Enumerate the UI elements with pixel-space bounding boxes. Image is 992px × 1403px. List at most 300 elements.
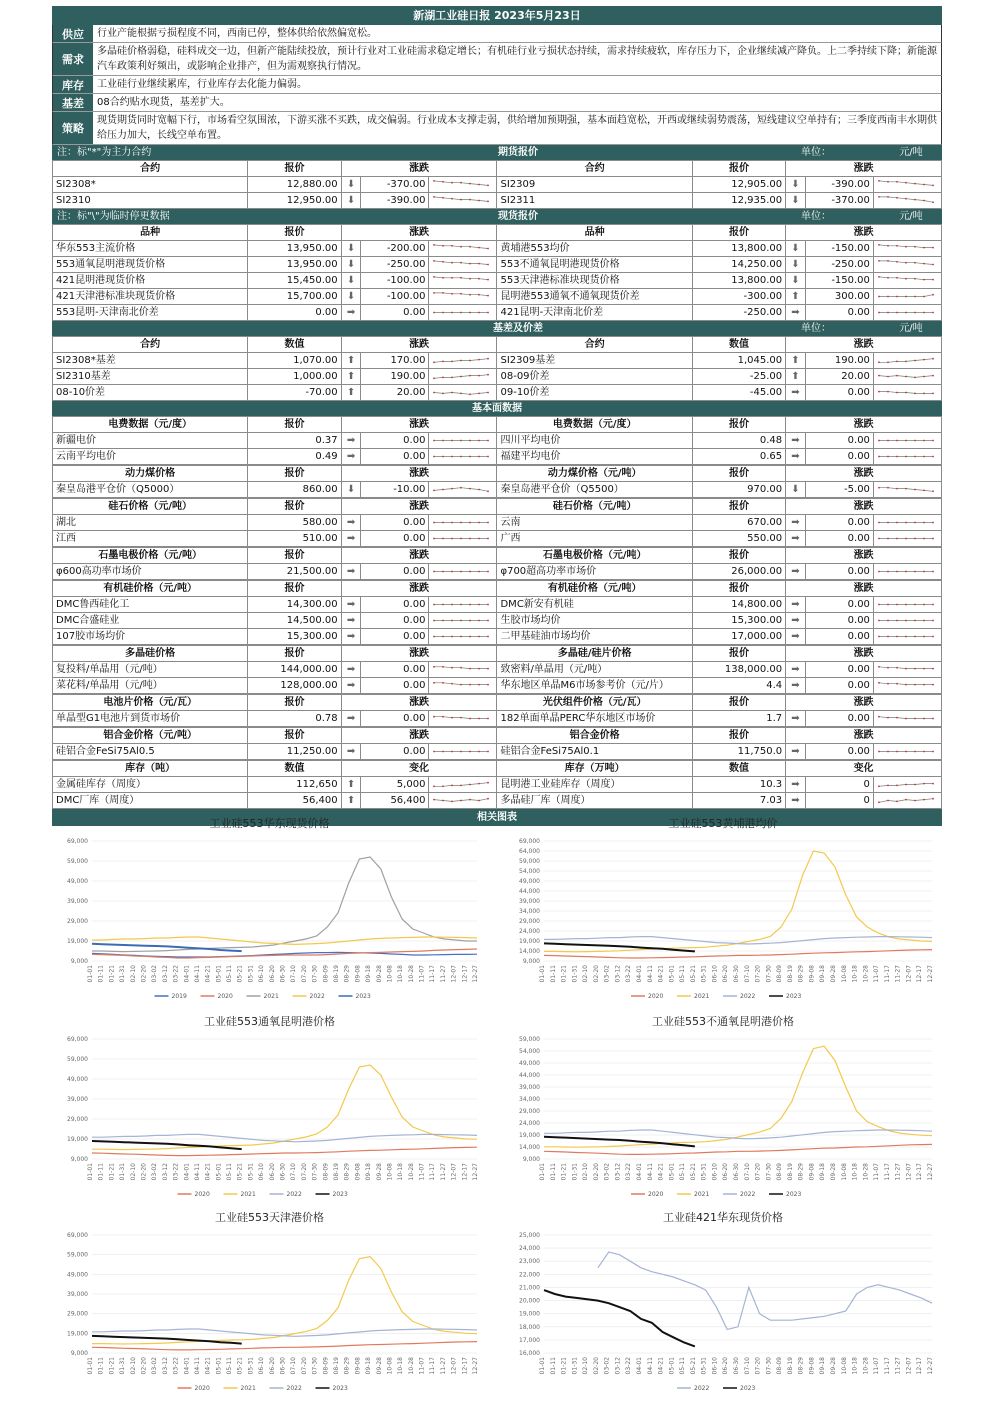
- x-tick-label: 08-19: [332, 1357, 340, 1375]
- item-price: 15,300.00: [692, 613, 785, 629]
- sparkline-chart: [877, 451, 935, 462]
- x-tick-label: 10-28: [407, 1163, 415, 1181]
- x-tick-label: 01-01: [87, 1163, 94, 1181]
- y-tick-label: 69,000: [67, 1232, 88, 1239]
- sparkline-point: [905, 604, 907, 606]
- table-header: [53, 499, 942, 515]
- y-tick-label: 29,000: [67, 918, 88, 925]
- legend-label: 2021: [694, 1191, 710, 1198]
- trend-cell: [429, 613, 497, 629]
- item-name: SI2309: [497, 177, 692, 193]
- x-tick-label: 05-21: [689, 965, 697, 983]
- table-header: [53, 337, 942, 353]
- right-arrow-icon: ➡: [786, 531, 806, 547]
- sparkline-point: [905, 684, 907, 686]
- legend-label: 2020: [648, 1191, 664, 1198]
- sparkline-point: [488, 358, 490, 360]
- sparkline-point: [914, 684, 916, 686]
- sparkline-point: [452, 683, 454, 685]
- item-change: 170.00: [361, 353, 429, 369]
- x-tick-label: 10-18: [851, 965, 859, 983]
- x-tick-label: 09-08: [354, 965, 362, 983]
- sparkline-point: [488, 456, 490, 458]
- sparkline-point: [887, 800, 889, 802]
- sparkline-point: [488, 295, 490, 297]
- sparkline-point: [923, 718, 925, 720]
- sparkline-chart: [877, 355, 935, 366]
- x-tick-label: 07-10: [743, 1357, 751, 1375]
- x-tick-label: 06-30: [279, 1357, 287, 1375]
- x-tick-label: 12-27: [472, 1357, 479, 1375]
- sparkline-point: [470, 784, 472, 786]
- sparkline-point: [878, 375, 880, 377]
- y-tick-label: 16,000: [519, 1350, 540, 1357]
- up-arrow-icon: ⬆: [786, 353, 806, 369]
- sparkline-point: [443, 620, 445, 622]
- item-name: φ700超高功率市场价: [497, 564, 692, 580]
- sparkline-point: [905, 538, 907, 540]
- x-tick-label: 10-08: [840, 1357, 848, 1375]
- table-row: [53, 273, 942, 289]
- x-tick-label: 02-20: [592, 965, 600, 983]
- sparkline-point: [887, 604, 889, 606]
- x-tick-label: 07-30: [765, 965, 773, 983]
- trend-cell: [873, 744, 941, 760]
- sparkline-point: [434, 377, 436, 379]
- item-change: -370.00: [805, 193, 873, 209]
- item-price: 7.03: [692, 793, 785, 809]
- x-tick-label: 09-28: [375, 1357, 383, 1375]
- sparkline-point: [905, 392, 907, 394]
- y-tick-label: 49,000: [519, 878, 540, 885]
- sparkline-chart: [432, 387, 490, 398]
- x-tick-label: 04-11: [646, 1163, 654, 1181]
- x-tick-label: 03-12: [161, 1163, 169, 1181]
- x-tick-label: 12-17: [461, 965, 469, 983]
- x-tick-label: 08-19: [332, 1163, 340, 1181]
- sparkline-point: [443, 393, 445, 395]
- sparkline-point: [923, 799, 925, 801]
- sparkline-point: [479, 636, 481, 638]
- sparkline-point: [452, 456, 454, 458]
- sparkline-point: [896, 717, 898, 719]
- item-change: 20.00: [805, 369, 873, 385]
- header-cell: 有机硅价格（元/吨）: [53, 581, 248, 597]
- sparkline-point: [923, 456, 925, 458]
- sparkline-point: [443, 292, 445, 294]
- sparkline-point: [479, 312, 481, 314]
- trend-cell: [429, 257, 497, 273]
- sparkline-chart: [432, 631, 490, 642]
- item-name: 421昆明港现货价格: [53, 273, 248, 289]
- sparkline-point: [923, 538, 925, 540]
- sparkline-point: [479, 783, 481, 785]
- trend-cell: [873, 449, 941, 465]
- sparkline-point: [488, 490, 490, 492]
- sparkline-point: [896, 375, 898, 377]
- sparkline-point: [434, 260, 436, 262]
- section-title: 基本面数据: [472, 403, 522, 414]
- x-tick-label: 09-28: [830, 1357, 837, 1375]
- sparkline-point: [479, 359, 481, 361]
- header-cell: 报价: [248, 466, 341, 482]
- sparkline-point: [932, 358, 934, 360]
- table-header: [53, 225, 942, 241]
- item-change: 0.00: [361, 305, 429, 321]
- sparkline-point: [878, 180, 880, 182]
- sparkline-point: [479, 684, 481, 686]
- table-header: [53, 548, 942, 564]
- up-arrow-icon: ⬆: [341, 353, 361, 369]
- x-tick-label: 09-28: [375, 965, 383, 983]
- sparkline-point: [470, 488, 472, 490]
- sparkline-point: [488, 604, 490, 606]
- sparkline-chart: [877, 664, 935, 675]
- item-price: 128,000.00: [248, 678, 341, 694]
- x-tick-label: 08-09: [776, 965, 784, 983]
- header-cell: 动力煤价格（元/吨）: [497, 466, 692, 482]
- sparkline-chart: [432, 435, 490, 446]
- x-tick-label: 04-21: [204, 965, 212, 983]
- right-arrow-icon: ➡: [341, 613, 361, 629]
- x-tick-label: 09-08: [808, 965, 816, 983]
- sparkline-point: [896, 636, 898, 638]
- table-header: [53, 581, 942, 597]
- item-price: 112,650: [248, 777, 341, 793]
- item-name: DMC厂库（周度）: [53, 793, 248, 809]
- sparkline-point: [452, 277, 454, 279]
- trend-cell: [429, 531, 497, 547]
- up-arrow-icon: ⬆: [341, 385, 361, 401]
- sparkline-point: [887, 312, 889, 314]
- sparkline-point: [905, 620, 907, 622]
- item-price: 14,500.00: [248, 613, 341, 629]
- x-tick-label: 09-18: [819, 1357, 827, 1375]
- series-line-2022: [598, 1252, 932, 1329]
- x-tick-label: 03-02: [151, 965, 159, 983]
- x-tick-label: 09-28: [830, 965, 837, 983]
- charts-area: [52, 805, 942, 1395]
- header-cell: 合约: [497, 337, 692, 353]
- sparkline-point: [479, 718, 481, 720]
- sparkline-point: [434, 244, 436, 246]
- table-row: [53, 711, 942, 727]
- sparkline-point: [932, 636, 934, 638]
- summary-text: 现货期货同时宽幅下行，市场看空氛围浓，下游买涨不买跌，成交偏弱。行业成本支撑走弱，供给增加预期强，基本面趋宽松，开西或继续弱势震荡，短线建议空单持有；三季度西南丰水期供给压力加大，长线空单布置。: [97, 115, 937, 141]
- sparkline-point: [896, 261, 898, 263]
- sparkline-point: [434, 571, 436, 573]
- table-header: [53, 728, 942, 744]
- item-price: 14,800.00: [692, 597, 785, 613]
- x-tick-label: 04-01: [636, 965, 643, 983]
- legend-label: 2020: [648, 993, 664, 1000]
- sparkline-point: [434, 276, 436, 278]
- sparkline-point: [443, 571, 445, 573]
- sparkline-point: [488, 636, 490, 638]
- header-cell: 涨跌: [341, 548, 497, 564]
- sparkline-point: [932, 798, 934, 800]
- sparkline-point: [896, 571, 898, 573]
- x-tick-label: 01-31: [119, 1357, 127, 1375]
- data-table: [52, 727, 942, 760]
- item-price: 0.78: [248, 711, 341, 727]
- sparkline-point: [479, 184, 481, 186]
- header-cell: 品种: [497, 225, 692, 241]
- sparkline-point: [932, 247, 934, 249]
- item-change: 0.00: [805, 564, 873, 580]
- sparkline-point: [896, 296, 898, 298]
- item-price: 12,935.00: [692, 193, 785, 209]
- right-arrow-icon: ➡: [786, 678, 806, 694]
- sparkline-point: [887, 571, 889, 573]
- sparkline-chart: [877, 599, 935, 610]
- item-change: 0.00: [361, 744, 429, 760]
- sparkline-chart: [432, 533, 490, 544]
- item-change: 0.00: [805, 629, 873, 645]
- item-price: 138,000.00: [692, 662, 785, 678]
- trend-cell: [873, 564, 941, 580]
- sparkline-point: [914, 360, 916, 362]
- header-cell: 涨跌: [786, 499, 942, 515]
- sparkline-point: [434, 180, 436, 182]
- unit-value: 元/吨: [899, 211, 923, 222]
- header-cell: 合约: [53, 161, 248, 177]
- header-cell: 报价: [692, 499, 785, 515]
- header-cell: 涨跌: [786, 466, 942, 482]
- x-tick-label: 08-09: [322, 965, 330, 983]
- sparkline-point: [923, 668, 925, 670]
- unit-value: 元/吨: [899, 323, 923, 334]
- summary-row: [52, 25, 942, 43]
- table-row: [53, 482, 942, 498]
- item-name: 致密料/单晶用（元/吨）: [497, 662, 692, 678]
- unit-label: 单位：: [801, 323, 831, 334]
- item-name: 08-10价差: [53, 385, 248, 401]
- y-tick-label: 49,000: [67, 1076, 88, 1083]
- y-tick-label: 23,000: [519, 1258, 540, 1266]
- sparkline-point: [488, 751, 490, 753]
- header-cell: 报价: [248, 728, 341, 744]
- x-tick-label: 06-10: [258, 1163, 266, 1181]
- sparkline-point: [914, 440, 916, 442]
- x-tick-label: 05-01: [215, 1163, 223, 1181]
- x-tick-label: 10-18: [397, 1163, 405, 1181]
- sparkline-chart: [432, 195, 490, 206]
- sparkline-point: [470, 718, 472, 720]
- x-tick-label: 03-02: [151, 1357, 159, 1375]
- x-tick-label: 01-21: [108, 1163, 116, 1181]
- header-cell: 硅石价格（元/吨）: [53, 499, 248, 515]
- item-name: 秦皇岛港平仓价（Q5500）: [497, 482, 692, 498]
- sparkline-point: [443, 197, 445, 199]
- item-name: 553通氧昆明港现货价格: [53, 257, 248, 273]
- x-tick-label: 05-31: [700, 1163, 708, 1181]
- sparkline-point: [434, 312, 436, 314]
- item-name: 湖北: [53, 515, 248, 531]
- item-price: 0.37: [248, 433, 341, 449]
- sparkline-point: [932, 264, 934, 266]
- sparkline-point: [479, 375, 481, 377]
- sparkline-point: [896, 683, 898, 685]
- y-tick-label: 64,000: [519, 848, 540, 855]
- header-cell: 涨跌: [786, 161, 942, 177]
- data-table: [52, 547, 942, 580]
- item-name: 秦皇岛港平仓价（Q5000）: [53, 482, 248, 498]
- sparkline-point: [434, 636, 436, 638]
- sparkline-point: [878, 276, 880, 278]
- sparkline-point: [932, 668, 934, 670]
- item-price: -250.00: [692, 305, 785, 321]
- sparkline-point: [488, 718, 490, 720]
- x-tick-label: 06-20: [722, 1163, 730, 1181]
- sparkline-point: [479, 668, 481, 670]
- x-tick-label: 12-27: [472, 965, 479, 983]
- sparkline-point: [488, 312, 490, 314]
- x-tick-label: 02-10: [582, 965, 590, 983]
- x-tick-label: 10-08: [840, 1163, 848, 1181]
- header-cell: 涨跌: [786, 417, 942, 433]
- x-tick-label: 07-10: [743, 1163, 751, 1181]
- item-price: 15,300.00: [248, 629, 341, 645]
- x-tick-label: 05-31: [247, 965, 255, 983]
- item-change: 300.00: [805, 289, 873, 305]
- header-cell: 报价: [692, 581, 785, 597]
- trend-cell: [873, 369, 941, 385]
- x-tick-label: 08-09: [322, 1357, 330, 1375]
- x-tick-label: 07-30: [311, 965, 319, 983]
- sparkline-chart: [432, 680, 490, 691]
- trend-cell: [429, 564, 497, 580]
- chart-421-huadong: [504, 1207, 942, 1395]
- y-tick-label: 69,000: [67, 1036, 88, 1043]
- item-name: 云南: [497, 515, 692, 531]
- y-tick-label: 39,000: [519, 1084, 540, 1091]
- sparkline-point: [887, 260, 889, 262]
- table-row: [53, 662, 942, 678]
- sparkline-point: [932, 375, 934, 377]
- header-cell: 报价: [692, 548, 785, 564]
- header-cell: 报价: [248, 581, 341, 597]
- y-tick-label: 19,000: [519, 1310, 540, 1318]
- x-tick-label: 10-08: [386, 1163, 394, 1181]
- table-header: [53, 161, 942, 177]
- trend-cell: [429, 305, 497, 321]
- summary-row: [52, 94, 942, 112]
- trend-cell: [873, 515, 941, 531]
- x-tick-label: 04-11: [193, 1163, 201, 1181]
- sparkline-point: [878, 682, 880, 684]
- header-cell: 涨跌: [786, 548, 942, 564]
- series-line-2021: [92, 1065, 477, 1150]
- sparkline-point: [488, 264, 490, 266]
- series-line-2023: [544, 1137, 695, 1147]
- x-tick-label: 11-27: [439, 965, 447, 983]
- sparkline-point: [878, 801, 880, 803]
- x-tick-label: 06-30: [733, 1357, 740, 1375]
- right-arrow-icon: ➡: [341, 515, 361, 531]
- y-tick-label: 9,000: [70, 1350, 88, 1357]
- table-row: [53, 241, 942, 257]
- x-tick-label: 09-18: [365, 1163, 373, 1181]
- sparkline-point: [461, 262, 463, 264]
- x-tick-label: 03-12: [614, 1163, 622, 1181]
- trend-cell: [429, 711, 497, 727]
- sparkline-point: [443, 716, 445, 718]
- x-tick-label: 12-17: [916, 965, 924, 983]
- summary-label: 需求: [53, 43, 93, 75]
- trend-cell: [429, 678, 497, 694]
- sparkline-point: [905, 718, 907, 720]
- item-name: 107胶市场均价: [53, 629, 248, 645]
- sparkline-point: [461, 199, 463, 201]
- item-change: 0.00: [361, 711, 429, 727]
- sparkline-point: [914, 800, 916, 802]
- trend-cell: [873, 678, 941, 694]
- header-cell: 涨跌: [341, 161, 497, 177]
- sparkline-point: [896, 456, 898, 458]
- y-tick-label: 69,000: [67, 838, 88, 845]
- x-tick-label: 03-22: [625, 965, 633, 983]
- header-cell: 数值: [248, 761, 341, 777]
- header-cell: 报价: [248, 417, 341, 433]
- x-tick-label: 08-19: [786, 965, 794, 983]
- sparkline-point: [905, 376, 907, 378]
- x-tick-label: 12-07: [905, 1163, 913, 1181]
- right-arrow-icon: ➡: [341, 449, 361, 465]
- sparkline-point: [914, 489, 916, 491]
- sparkline-point: [470, 263, 472, 265]
- unit-value: 元/吨: [899, 147, 923, 158]
- down-arrow-icon: ⬇: [786, 177, 806, 193]
- x-tick-label: 12-07: [450, 965, 458, 983]
- x-tick-label: 01-01: [87, 1357, 94, 1375]
- sparkline-point: [905, 361, 907, 363]
- sparkline-point: [887, 181, 889, 183]
- x-tick-label: 09-28: [830, 1163, 837, 1181]
- x-tick-label: 11-27: [894, 965, 902, 983]
- data-table: [52, 160, 942, 209]
- sparkline-point: [896, 440, 898, 442]
- y-tick-label: 29,000: [519, 1108, 540, 1115]
- header-cell: 报价: [692, 466, 785, 482]
- sparkline-point: [932, 684, 934, 686]
- sparkline-point: [887, 245, 889, 247]
- sparkline-point: [443, 682, 445, 684]
- right-arrow-icon: ➡: [786, 793, 806, 809]
- x-tick-label: 01-31: [119, 1163, 127, 1181]
- x-tick-label: 02-20: [592, 1163, 600, 1181]
- daily-report: [52, 6, 942, 826]
- x-tick-label: 03-12: [614, 965, 622, 983]
- y-tick-label: 39,000: [67, 1096, 88, 1103]
- down-arrow-icon: ⬇: [786, 273, 806, 289]
- table-header: [53, 417, 942, 433]
- x-tick-label: 04-21: [657, 1357, 665, 1375]
- x-tick-label: 03-12: [614, 1357, 622, 1375]
- x-tick-label: 01-11: [97, 1163, 105, 1181]
- sparkline-point: [488, 620, 490, 622]
- sparkline-point: [914, 199, 916, 201]
- trend-cell: [873, 241, 941, 257]
- sparkline-point: [887, 538, 889, 540]
- x-tick-label: 10-08: [386, 965, 394, 983]
- x-tick-label: 09-18: [819, 965, 827, 983]
- summary-label: 供应: [53, 25, 93, 42]
- sparkline-point: [443, 377, 445, 379]
- summary-label: 基差: [53, 94, 93, 111]
- x-tick-label: 03-22: [172, 965, 180, 983]
- item-change: -250.00: [805, 257, 873, 273]
